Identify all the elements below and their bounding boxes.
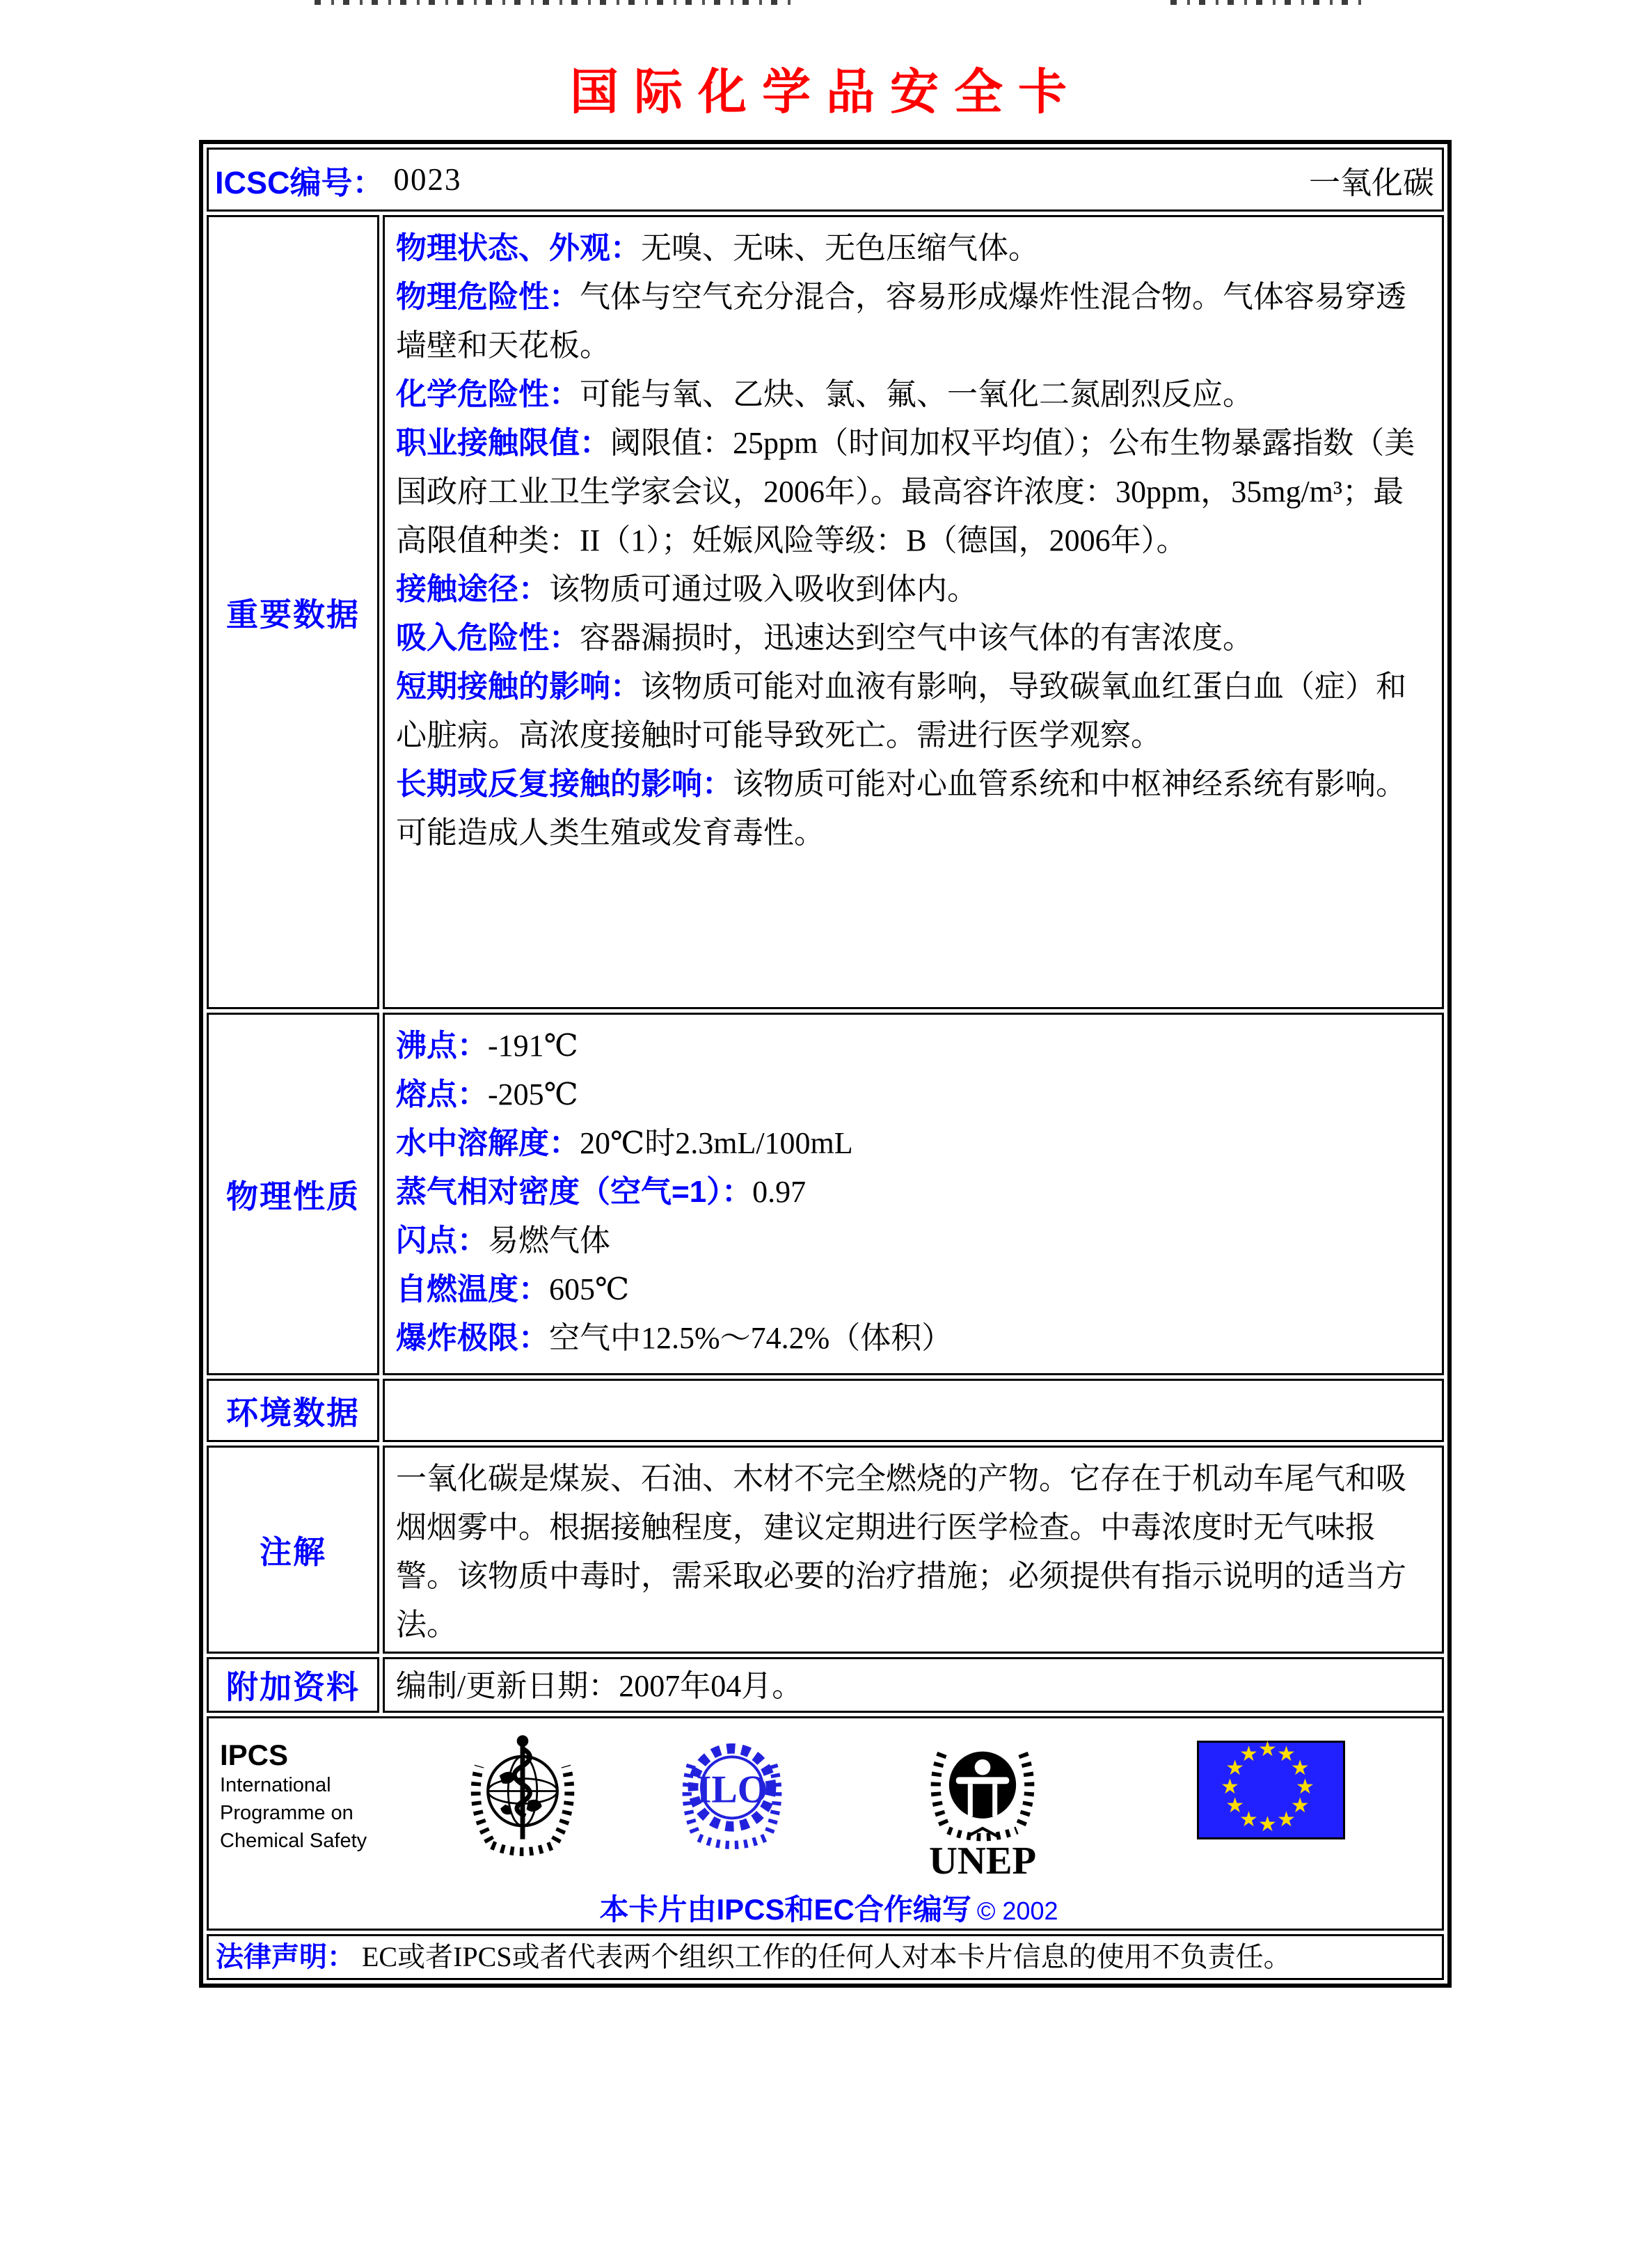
section-label-environmental-data: 环境数据 — [207, 1379, 379, 1442]
logos-row — [207, 1716, 1444, 1931]
notes-row — [207, 1446, 1444, 1654]
field-paragraph — [396, 273, 1432, 370]
field-paragraph — [396, 760, 1432, 857]
header-row — [207, 148, 1444, 212]
copyright-text: © 2002 — [976, 1897, 1058, 1925]
field-label: 熔点： — [396, 1077, 488, 1111]
ilo-logo — [676, 1729, 788, 1860]
field-paragraph — [396, 1265, 1432, 1314]
physical-properties-row — [207, 1013, 1444, 1375]
field-value: 空气中12.5%～74.2%（体积） — [549, 1321, 953, 1355]
eu-star: ★ — [1277, 1742, 1296, 1767]
field-value: 该物质可能对心血管系统和中枢神经系统有影响。可能造成人类生殖或发育毒性。 — [396, 767, 1406, 850]
field-value: 该物质可能对血液有影响，导致碳氧血红蛋白血（症）和心脏病。高浓度接触时可能导致死亡。需进行医学观察。 — [396, 670, 1406, 752]
legal-row — [207, 1934, 1444, 1980]
environmental-data-row — [207, 1379, 1444, 1442]
section-label-notes: 注解 — [207, 1446, 379, 1654]
ilo-letters: ILO — [696, 1768, 768, 1812]
field-label: 长期或反复接触的影响： — [396, 767, 733, 801]
eu-star: ★ — [1258, 1737, 1277, 1762]
unep-letters: UNEP — [928, 1839, 1037, 1880]
field-paragraph — [396, 565, 1432, 614]
eu-star: ★ — [1239, 1807, 1258, 1832]
legal-notice-text: EC或者IPCS或者代表两个组织工作的任何人对本卡片信息的使用不负责任。 — [362, 1941, 1292, 1972]
field-label: 物理状态、外观： — [396, 231, 641, 265]
field-label: 化学危险性： — [396, 377, 580, 411]
field-label: 接触途径： — [396, 572, 549, 606]
field-paragraph — [396, 419, 1432, 565]
field-paragraph — [396, 1455, 1432, 1649]
eu-flag — [1197, 1737, 1345, 1839]
icsc-number-label: ICSC编号： — [215, 164, 384, 200]
eu-star: ★ — [1225, 1756, 1245, 1780]
page-title: 国际化学品安全卡 — [570, 66, 1082, 120]
eu-star: ★ — [1239, 1742, 1258, 1767]
field-value: -191℃ — [488, 1029, 578, 1063]
physical-properties-content — [396, 1022, 1432, 1363]
field-value: 605℃ — [549, 1272, 630, 1306]
eu-star: ★ — [1277, 1807, 1296, 1832]
eu-star: ★ — [1225, 1794, 1245, 1818]
field-value: 气体与空气充分混合，容易形成爆炸性混合物。气体容易穿透墙壁和天花板。 — [396, 280, 1406, 363]
section-label-important-data: 重要数据 — [207, 215, 379, 1009]
additional-information-content — [396, 1662, 1432, 1711]
field-paragraph — [396, 663, 1432, 760]
card-header — [209, 157, 1441, 203]
field-paragraph — [396, 1119, 1432, 1168]
field-value: 无嗅、无味、无色压缩气体。 — [641, 231, 1039, 265]
who-logo — [465, 1729, 580, 1860]
field-value: 编制/更新日期：2007年04月。 — [396, 1669, 803, 1703]
icsc-number-value: 0023 — [393, 162, 462, 197]
field-paragraph — [396, 224, 1432, 273]
legal-notice-label: 法律声明： — [216, 1942, 355, 1972]
field-value: 0.97 — [752, 1175, 807, 1209]
field-label: 沸点： — [396, 1029, 488, 1063]
field-value: 一氧化碳是煤炭、石油、木材不完全燃烧的产物。它存在于机动车尾气和吸烟烟雾中。根据接触程度，建议定期进行医学检查。中毒浓度时无气味报警。该物质中毒时，需采取必要的治疗措施；必须提供有指示说明的适当方法。 — [396, 1462, 1406, 1642]
clipped-header-text — [0, 0, 1652, 6]
ipcs-acronym: IPCS — [220, 1739, 289, 1771]
field-paragraph — [396, 1168, 1432, 1217]
field-label: 短期接触的影响： — [396, 670, 641, 704]
field-label: 自燃温度： — [396, 1272, 549, 1306]
eu-star: ★ — [1258, 1812, 1277, 1837]
clipped-text-segment — [1170, 0, 1367, 5]
ipcs-text-block — [220, 1739, 394, 1855]
field-value: -205℃ — [488, 1077, 578, 1111]
chemical-name: 一氧化碳 — [1308, 165, 1434, 200]
logos-band — [216, 1729, 1442, 1880]
field-value: 容器漏损时，迅速达到空气中该气体的有害浓度。 — [580, 621, 1253, 655]
field-label: 蒸气相对密度（空气=1）： — [396, 1175, 753, 1209]
field-label: 物理危险性： — [396, 280, 580, 314]
field-paragraph — [396, 1070, 1432, 1119]
field-paragraph — [396, 1314, 1432, 1363]
unep-logo — [919, 1729, 1047, 1880]
field-paragraph — [396, 614, 1432, 663]
field-label: 职业接触限值： — [396, 426, 610, 460]
eu-star: ★ — [1296, 1775, 1315, 1799]
field-label: 爆炸极限： — [396, 1321, 549, 1355]
field-value: 易燃气体 — [488, 1224, 610, 1258]
field-value: 该物质可通过吸入吸收到体内。 — [549, 572, 978, 606]
field-label: 闪点： — [396, 1224, 488, 1258]
important-data-content — [396, 224, 1432, 857]
eu-star: ★ — [1290, 1794, 1310, 1818]
eu-star: ★ — [1290, 1756, 1310, 1780]
ipcs-line: Chemical Safety — [220, 1830, 367, 1852]
caption-text: 本卡片由IPCS和EC合作编写 — [599, 1893, 971, 1926]
field-label: 吸入危险性： — [396, 621, 580, 655]
ipcs-line: Programme on — [220, 1802, 354, 1824]
notes-content — [396, 1455, 1432, 1649]
eu-star: ★ — [1221, 1775, 1239, 1799]
field-value: 可能与氧、乙炔、氯、氟、一氧化二氮剧烈反应。 — [580, 377, 1253, 411]
clipped-text-segment — [315, 0, 795, 5]
important-data-row — [207, 215, 1444, 1009]
field-value: 阈限值：25ppm（时间加权平均值）；公布生物暴露指数（美国政府工业卫生学家会议，2006年）。最高容许浓度：30ppm，35mg/m³；最高限值种类：II（1）；妊娠风险等级：B（德国，2006年）。 — [396, 426, 1415, 557]
section-label-physical-properties: 物理性质 — [207, 1013, 379, 1375]
section-label-additional-information: 附加资料 — [207, 1657, 379, 1713]
card-caption — [216, 1887, 1442, 1929]
field-label: 水中溶解度： — [396, 1126, 580, 1160]
field-value: 20℃时2.3mL/100mL — [580, 1126, 853, 1160]
ipcs-line: International — [220, 1774, 331, 1796]
field-paragraph — [396, 1662, 1432, 1711]
field-paragraph — [396, 1217, 1432, 1265]
field-paragraph — [396, 370, 1432, 419]
field-paragraph — [396, 1022, 1432, 1070]
additional-information-row — [207, 1657, 1444, 1713]
icsc-card-table — [199, 140, 1452, 1988]
